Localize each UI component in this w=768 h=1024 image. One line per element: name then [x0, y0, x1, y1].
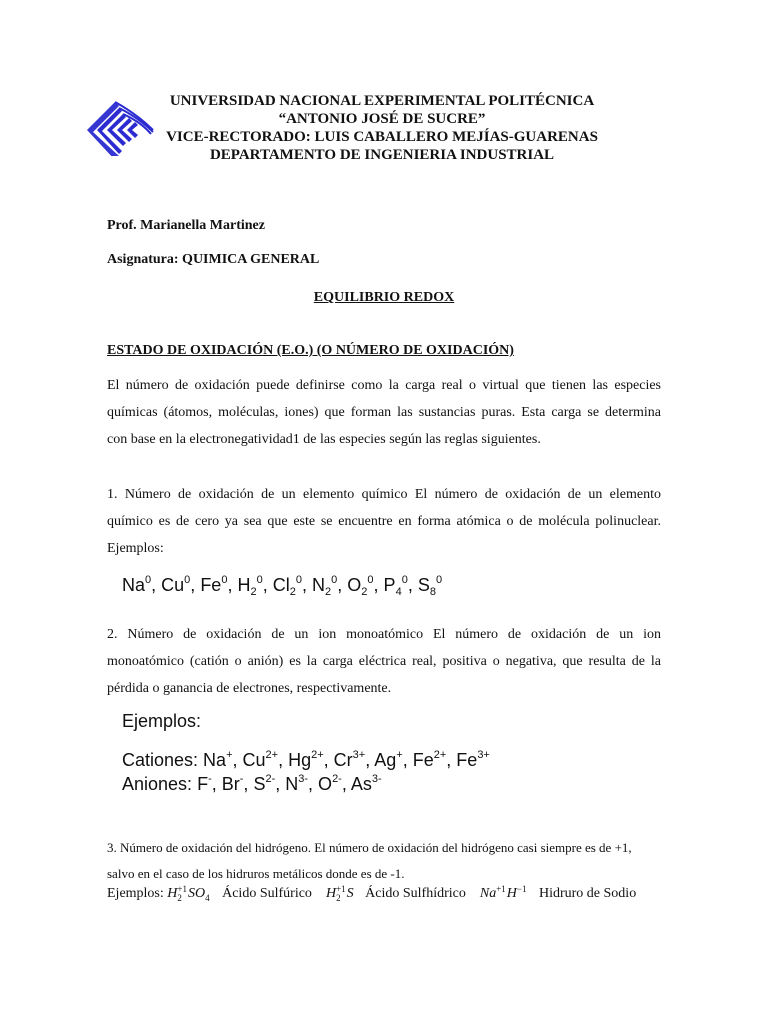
rule2-paragraph — [107, 621, 661, 702]
intro-line: El número de oxidación puede definirse como la carga real o virtual que tienen las especies — [107, 378, 661, 393]
element-symbol: Cr — [333, 750, 353, 770]
ion-charge: 2+ — [311, 749, 324, 761]
intro-paragraph — [107, 372, 661, 453]
subscript: 8 — [429, 586, 436, 598]
element-symbol: F — [197, 774, 209, 794]
formula-part — [167, 886, 188, 901]
ion — [288, 750, 324, 770]
element-symbol: O — [347, 575, 362, 595]
element-symbol: Na — [122, 575, 146, 595]
ion-charge: - — [239, 773, 244, 785]
formula — [122, 575, 151, 595]
element-symbol: Cl — [272, 575, 290, 595]
element-symbol: S — [253, 774, 266, 794]
rule1-paragraph — [107, 481, 661, 562]
element-symbol: Fe — [456, 750, 478, 770]
oxidation-state: +1 — [177, 884, 187, 894]
index-stack — [496, 885, 506, 903]
oxidation-state: +1 — [496, 884, 506, 894]
ion-charge: 3- — [371, 773, 382, 785]
oxidation-state: −1 — [516, 884, 527, 894]
subscript: 2 — [325, 586, 332, 598]
element-symbol: H — [237, 575, 251, 595]
oxidation-state: 0 — [331, 574, 338, 586]
index-stack — [517, 885, 527, 903]
document-title: EQUILIBRIO REDOX — [313, 290, 455, 305]
cationes-list: Cationes: Na+, $Cu^{2+}$, $Hg^{2+}$, $Cr^{3+}$, Ag+, $Fe^{2+}$, $Fe^{3+}$ — [122, 749, 490, 770]
rule1-line: químico es de cero ya sea que este se encuentre en forma atómica o de molécula polinuclear. — [107, 514, 661, 529]
university-subname: “ANTONIO JOSÉ DE SUCRE” — [278, 111, 486, 127]
ion-charge: + — [226, 749, 233, 761]
ion-charge: + — [396, 749, 403, 761]
element-symbol: P — [383, 575, 396, 595]
ion-charge: 3+ — [477, 749, 490, 761]
element-symbol: Hg — [288, 750, 312, 770]
rule2-examples-heading: Ejemplos: — [122, 711, 202, 731]
oxidation-state: 0 — [221, 574, 228, 586]
rule1-line: 1. Número de oxidación de un elemento químico El número de oxidación de un elemento — [107, 487, 661, 502]
oxidation-state: 0 — [435, 574, 443, 586]
compound-name: Ácido Sulfhídrico — [361, 886, 466, 902]
ion-charge: 3- — [298, 773, 309, 785]
rule2-line: 2. Número de oxidación de un ion monoatómico El número de oxidación de un ion — [107, 627, 661, 642]
subscript: 4 — [395, 586, 402, 598]
element-symbol: N — [312, 575, 325, 595]
ion-charge: 2+ — [265, 749, 279, 761]
intro-line: químicas (átomos, moléculas, iones) que forman las sustancias puras. Esta carga se determina — [107, 405, 661, 420]
element-symbol: SO — [187, 886, 206, 902]
formula — [347, 574, 374, 598]
ion — [243, 750, 279, 770]
formula — [167, 886, 210, 901]
ion-charge: 2- — [265, 773, 276, 785]
department: DEPARTAMENTO DE INGENIERIA INDUSTRIAL — [209, 147, 555, 163]
ion-charge: 2+ — [433, 749, 447, 761]
ion — [285, 774, 308, 794]
formula-part — [347, 886, 354, 901]
element-symbol: H — [506, 886, 517, 902]
ion — [318, 774, 342, 794]
ion — [253, 774, 275, 794]
ion — [203, 750, 232, 770]
subscript: 2 — [177, 893, 182, 903]
compound-name: Ácido Sulfúrico — [218, 886, 312, 902]
subscript: 2 — [289, 586, 296, 598]
oxidation-state: 0 — [256, 574, 263, 586]
rule2-line: monoatómico (catión o anión) es la carga eléctrica real, positiva o negativa, que resulta de la — [107, 654, 661, 669]
examples-label: Ejemplos: — [107, 886, 168, 902]
ion — [374, 750, 402, 770]
element-symbol: N — [285, 774, 299, 794]
element-symbol: Na — [479, 886, 497, 902]
formula — [417, 574, 443, 598]
element-symbol: Fe — [200, 575, 222, 595]
subject: Asignatura: QUIMICA GENERAL — [107, 252, 320, 267]
subscript — [496, 894, 506, 903]
oxidation-state: 0 — [401, 574, 408, 586]
formula — [480, 886, 528, 901]
ion — [413, 750, 447, 770]
rule2-line: pérdida o ganancia de electrones, respectivamente. — [107, 681, 392, 696]
rule3-paragraph — [107, 835, 632, 887]
formula — [237, 574, 263, 598]
element-symbol: O — [318, 774, 333, 794]
ion-charge: 3+ — [352, 749, 366, 761]
university-logo-icon — [85, 96, 157, 156]
subscript: 2 — [361, 586, 368, 598]
oxidation-state: 0 — [145, 574, 152, 586]
subscript: 2 — [336, 893, 341, 903]
oxidation-state: 0 — [295, 574, 302, 586]
formula — [312, 574, 338, 598]
formula-part — [188, 886, 211, 901]
index-stack — [336, 885, 346, 903]
index-stack — [205, 885, 210, 903]
element-symbol: H — [167, 886, 178, 902]
intro-line: con base en la electronegatividad1 de las especies según las reglas siguientes. — [107, 432, 541, 447]
element-symbol: Ag — [374, 750, 397, 770]
element-symbol: Cu — [161, 575, 185, 595]
formula — [326, 886, 354, 901]
element-symbol: Fe — [412, 750, 434, 770]
element-symbol: Cu — [242, 750, 266, 770]
compound-name: Hidruro de Sodio — [535, 886, 637, 902]
ion — [222, 774, 244, 794]
element-symbol: As — [350, 774, 372, 794]
rule3-line: salvo en el caso de los hidruros metálicos donde es de -1. — [107, 866, 405, 881]
formula — [200, 575, 227, 595]
aniones-list: Aniones: F-, Br-, $S^{2-}$, $N^{3-}$, $O^{2-}$, $As^{3-}$ — [122, 773, 382, 794]
formula — [161, 575, 190, 595]
ion-list-label: Aniones: — [122, 774, 198, 794]
ion — [456, 750, 490, 770]
ion — [351, 774, 382, 794]
ion — [197, 774, 212, 794]
university-name: UNIVERSIDAD NACIONAL EXPERIMENTAL POLITÉCNICA — [169, 93, 595, 109]
vice-rectorado: VICE-RECTORADO: LUIS CABALLERO MEJÍAS-GUARENAS — [166, 129, 598, 145]
subscript: 2 — [250, 586, 257, 598]
ion-charge: - — [208, 773, 212, 785]
ion-charge: 2- — [332, 773, 342, 785]
oxidation-state: +1 — [336, 884, 346, 894]
section-title: ESTADO DE OXIDACIÓN (E.O.) (O NÚMERO DE OXIDACIÓN) — [107, 343, 514, 358]
element-symbol: S — [346, 886, 354, 902]
oxidation-state: 0 — [184, 574, 191, 586]
index-stack — [177, 885, 187, 903]
ion — [334, 750, 366, 770]
formula-part — [326, 886, 347, 901]
formula-part — [480, 886, 507, 901]
formula — [383, 574, 408, 598]
element-symbol: H — [325, 886, 337, 902]
formula-part — [507, 886, 528, 901]
ion-list-label: Cationes: — [122, 750, 204, 770]
rule3-examples — [107, 885, 636, 903]
professor-name: Prof. Marianella Martinez — [107, 218, 265, 233]
rule1-examples: Na$^0$, Cu$^0$, Fe$^0$, $H_2^0$, $Cl_2^0$, $N_2^0$, $O_2^0$, $P_4^0$, $S_8^0$ — [122, 574, 443, 598]
element-symbol: Na — [203, 750, 227, 770]
element-symbol: Br — [221, 774, 240, 794]
element-symbol: S — [417, 575, 430, 595]
rule3-line: 3. Número de oxidación del hidrógeno. El número de oxidación del hidrógeno casi siempre es de +1, — [107, 840, 632, 855]
rule1-line: Ejemplos: — [107, 541, 164, 556]
formula — [272, 574, 302, 598]
subscript: 4 — [205, 893, 210, 903]
subscript — [517, 894, 527, 903]
oxidation-state: 0 — [367, 574, 374, 586]
